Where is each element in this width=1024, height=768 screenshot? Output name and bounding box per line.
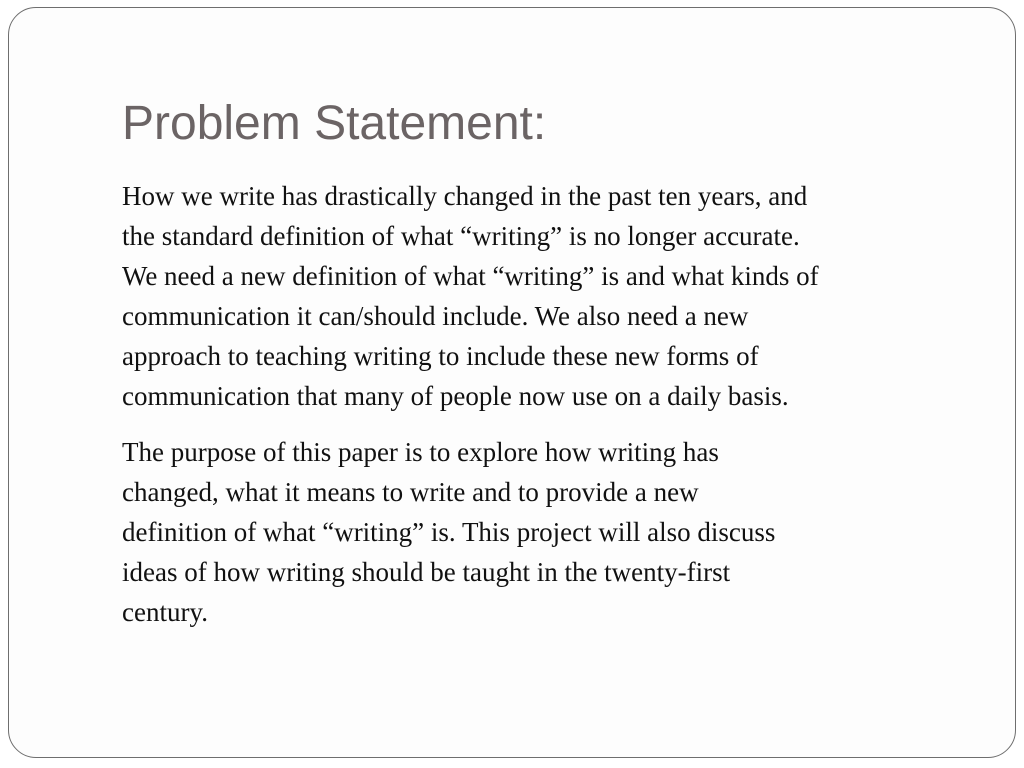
- paragraph-purpose: [122, 432, 1002, 632]
- body-line: changed, what it means to write and to provide a new: [122, 477, 699, 507]
- body-line: definition of what “writing” is. This project will also discuss: [122, 517, 776, 547]
- body-line: ideas of how writing should be taught in the twenty-first: [122, 557, 731, 587]
- body-line: The purpose of this paper is to explore how writing has: [122, 437, 719, 467]
- body-line: approach to teaching writing to include these new forms of: [122, 341, 759, 371]
- slide-title: Problem Statement:: [122, 97, 547, 150]
- slide-frame: [8, 7, 1016, 758]
- body-line: How we write has drastically changed in the past ten years, and: [122, 181, 808, 211]
- slide-body: [122, 176, 1002, 648]
- body-line: communication it can/should include. We also need a new: [122, 301, 749, 331]
- body-line: communication that many of people now use on a daily basis.: [122, 381, 789, 411]
- paragraph-problem: [122, 176, 1002, 416]
- body-line: the standard definition of what “writing” is no longer accurate.: [122, 221, 800, 251]
- body-line: We need a new definition of what “writing” is and what kinds of: [122, 261, 819, 291]
- body-line: century.: [122, 597, 208, 627]
